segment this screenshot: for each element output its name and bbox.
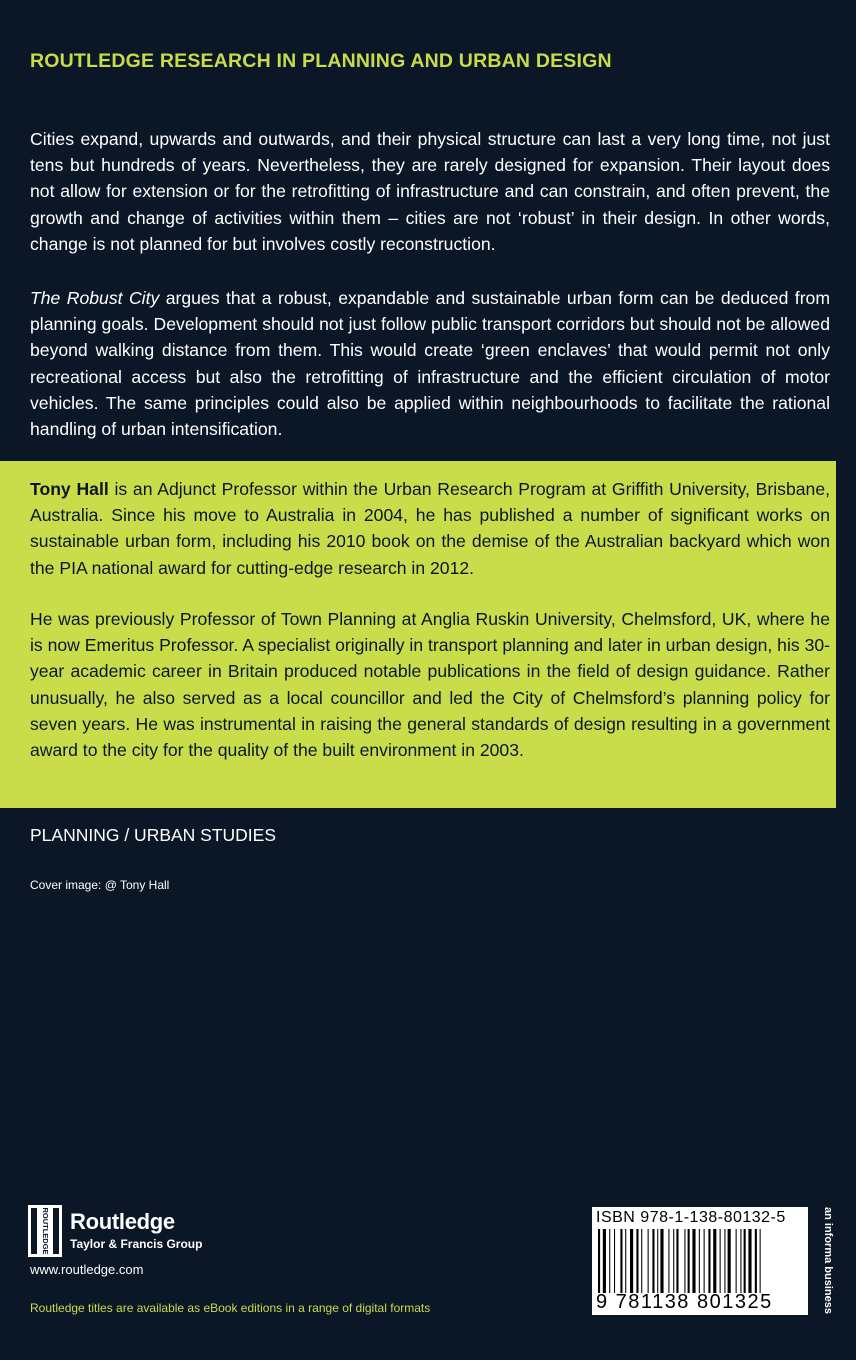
barcode-bar: [740, 1229, 741, 1293]
barcode-bar: [708, 1229, 710, 1293]
barcode-bar: [620, 1229, 622, 1293]
barcode-bar: [684, 1229, 685, 1293]
routledge-logo-icon: [28, 1205, 62, 1257]
barcode-bar: [688, 1229, 690, 1293]
barcode-bar: [713, 1229, 716, 1293]
barcode-bar: [598, 1229, 600, 1293]
author-bio-paragraph-1: [30, 476, 830, 581]
publisher-name: Routledge: [70, 1209, 175, 1234]
barcode-bars: [598, 1229, 802, 1293]
author-bio-panel: [0, 461, 836, 808]
isbn-barcode: [592, 1207, 808, 1315]
logo-mark-text: ROUTLEDGE: [41, 1207, 51, 1255]
barcode-bar: [692, 1229, 695, 1293]
series-title: ROUTLEDGE RESEARCH IN PLANNING AND URBAN DESIGN: [30, 50, 612, 72]
barcode-bar: [699, 1229, 700, 1293]
ebook-note: Routledge titles are available as eBook editions in a range of digital formats: [30, 1301, 431, 1315]
barcode-bar: [748, 1229, 751, 1293]
barcode-digits: 9 781138 801325: [596, 1291, 773, 1313]
publisher-group: Taylor & Francis Group: [70, 1237, 203, 1251]
barcode-bar: [720, 1229, 721, 1293]
barcode-bar: [728, 1229, 731, 1293]
author-bio-paragraph-2: He was previously Professor of Town Planning at Anglia Ruskin University, Chelmsford, UK, where he is now Emeritus Professor. A specialist originally in transport planning and later in urban design, his 30-year academic career in Britain produced notable publications in the field of design guidance. Rather unusually, he also served as a local councillor and led the City of Chelmsford’s planning policy for seven years. He was instrumental in raising the general standards of design resulting in a government award to the city for the quality of the built environment in 2003.: [30, 609, 830, 761]
barcode-bar: [668, 1229, 669, 1293]
barcode-bar: [704, 1229, 705, 1293]
barcode-bar: [625, 1229, 626, 1293]
barcode-bar: [657, 1229, 658, 1293]
barcode-bar: [641, 1229, 642, 1293]
barcode-bar: [609, 1229, 610, 1293]
barcode-bar: [744, 1229, 746, 1293]
author-bio-1-text: is an Adjunct Professor within the Urban Research Program at Griffith University, Brisbane, Australia. Since his move to Australia in 2004, he has published a number of significant works on sustainable urban form, including his 2010 book on the demise of the Australian backyard which won the PIA national award for cutting-edge research in 2012.: [30, 479, 831, 578]
cover-credit: Cover image: @ Tony Hall: [30, 878, 170, 892]
barcode-bar: [676, 1229, 678, 1293]
barcode-bar: [736, 1229, 737, 1293]
barcode-bar: [648, 1229, 649, 1293]
subject-category: PLANNING / URBAN STUDIES: [30, 825, 277, 845]
author-name: Tony Hall: [30, 479, 109, 499]
barcode-bar: [603, 1229, 606, 1293]
barcode-bar: [614, 1229, 615, 1293]
blurb-paragraph-2-text: argues that a robust, expandable and sustainable urban form can be deduced from planning goals. Development should not just follow public transport corridors but should not be allowed beyond walking distance from them. This would create ‘green enclaves’ that would permit not only recreational access but also the retrofitting of infrastructure and the efficient circulation of motor vehicles. The same principles could also be applied within neighbourhoods to facilitate the rational handling of urban intensification.: [30, 288, 830, 440]
barcode-bar: [760, 1229, 761, 1293]
informa-tagline: an informa business: [822, 1207, 834, 1314]
barcode-bar: [630, 1229, 633, 1293]
barcode-bar: [724, 1229, 725, 1293]
blurb-paragraph-2: [30, 285, 830, 442]
isbn-label: ISBN 978-1-138-80132-5: [596, 1209, 786, 1226]
blurb-paragraph-1: Cities expand, upwards and outwards, and their physical structure can last a very long time, not just tens but hundreds of years. Nevertheless, they are rarely designed for expansion. Their layout does not allow for extension or for the retrofitting of infrastructure and can constrain, and often prevent, the growth and change of activities within them – cities are not ‘robust’ in their design. In other words, change is not planned for but involves costly reconstruction.: [30, 129, 830, 254]
barcode-bar: [755, 1229, 757, 1293]
barcode-bar: [673, 1229, 674, 1293]
barcode-bar: [636, 1229, 638, 1293]
book-title: The Robust City: [30, 288, 160, 308]
publisher-website: www.routledge.com: [30, 1262, 144, 1277]
barcode-bar: [652, 1229, 654, 1293]
routledge-logo: [28, 1205, 228, 1265]
barcode-bar: [660, 1229, 663, 1293]
